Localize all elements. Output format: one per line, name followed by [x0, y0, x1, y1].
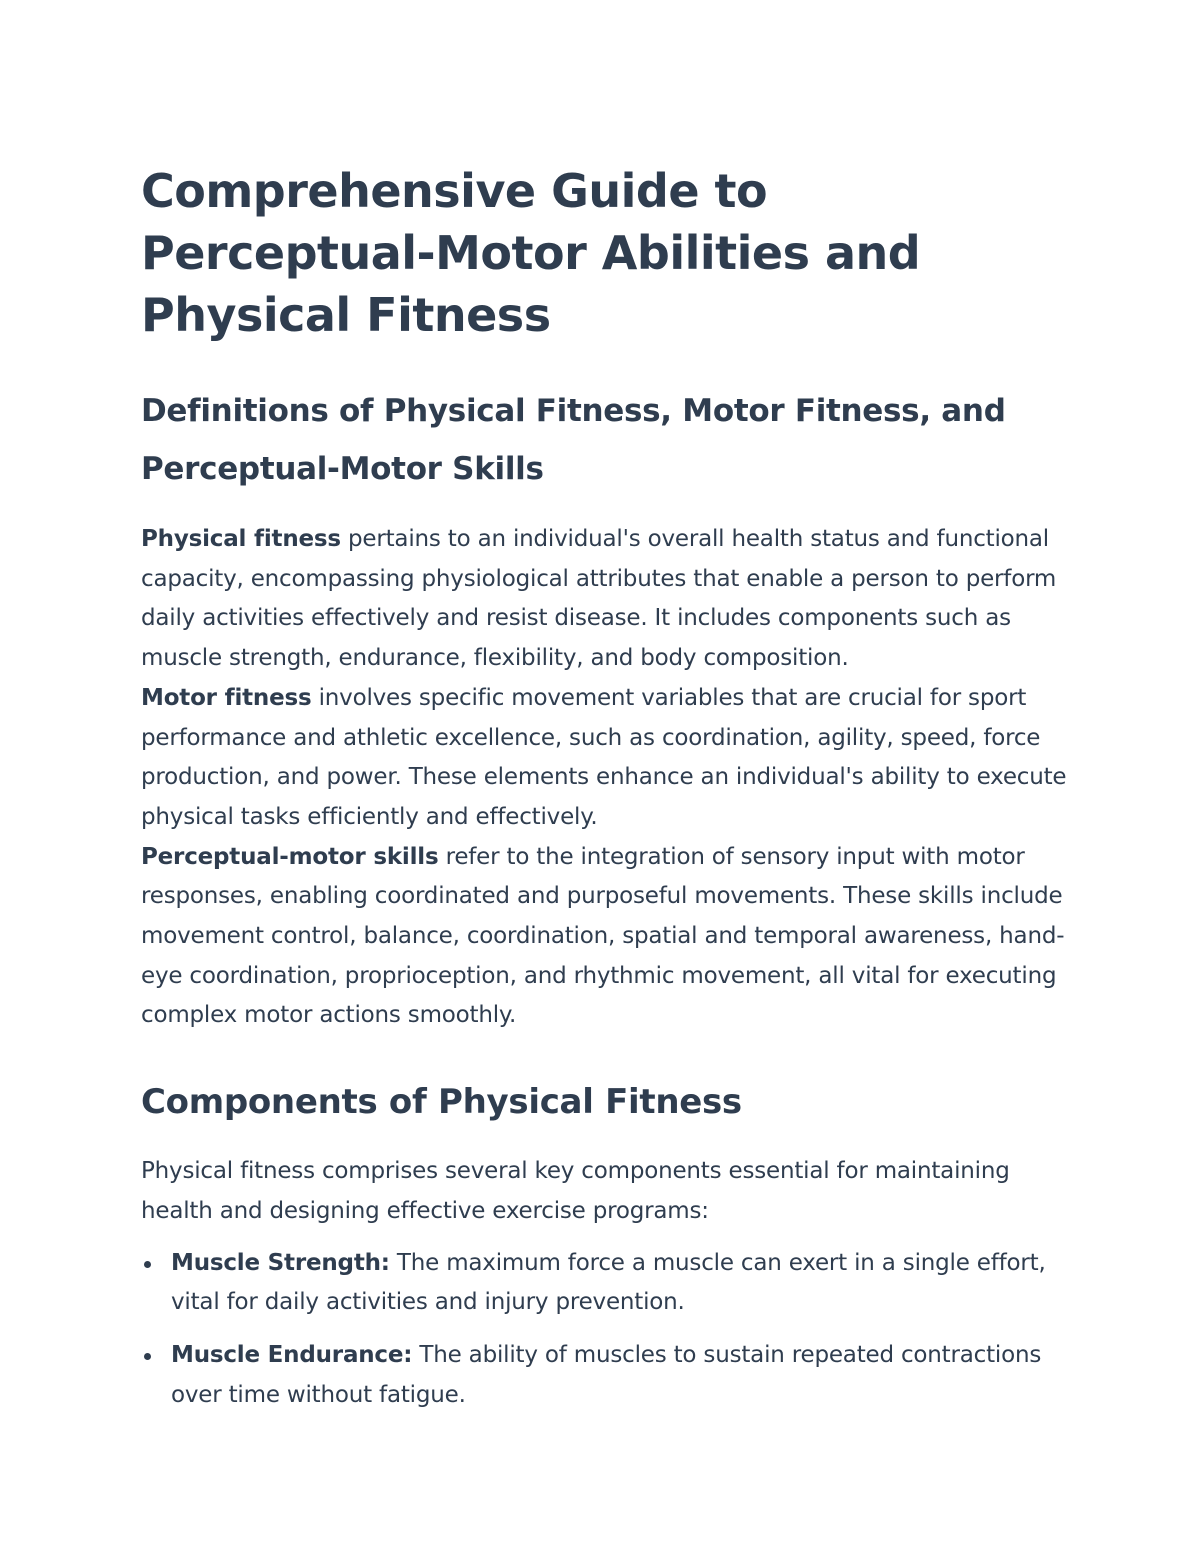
definition-text: refer to the integration of sensory input with motor responses, enabling coordinated and purposeful movements. These skills include movement control, balance, coordination, spatial and temporal awareness, hand-eye coordination, proprioception, and rhythmic movement, all vital for executing complex motor actions smoothly.: [141, 843, 1065, 1029]
bullet-icon: [144, 1353, 151, 1360]
component-text: The maximum force a muscle can exert in a single effort, vital for daily activities and injury prevention.: [171, 1249, 1046, 1316]
definition-text: involves specific movement variables that are crucial for sport performance and athletic excellence, such as coordination, agility, speed, force production, and power. These elements enhance an individual's ability to execute physical tasks efficiently and effectively.: [141, 684, 1067, 830]
definition-term: Perceptual-motor skills: [141, 843, 439, 870]
page-title: Comprehensive Guide to Perceptual-Motor Abilities and Physical Fitness: [141, 164, 921, 342]
definition-text: pertains to an individual's overall health status and functional capacity, encompassing physiological attributes that enable a person to perform daily activities effectively and resist disease. It includes components such as muscle strength, endurance, flexibility, and body composition.: [141, 526, 1057, 672]
components-list: [141, 1244, 1071, 1416]
components-heading: Components of Physical Fitness: [141, 1082, 742, 1123]
definition-term: Physical fitness: [141, 526, 341, 552]
bullet-icon: [144, 1261, 151, 1268]
list-item: [141, 1244, 1071, 1323]
definition-term: Motor fitness: [141, 684, 312, 711]
definition-paragraph-physical-fitness: [141, 520, 1071, 679]
component-term: Muscle Endurance:: [171, 1341, 413, 1368]
definition-paragraph-perceptual-motor: [141, 838, 1071, 1037]
list-item: [141, 1336, 1071, 1415]
component-term: Muscle Strength:: [171, 1249, 390, 1276]
components-intro: Physical fitness comprises several key components essential for maintaining health and designing effective exercise programs:: [141, 1158, 1010, 1224]
document-page: [141, 160, 1071, 1428]
definition-paragraph-motor-fitness: [141, 679, 1071, 838]
definitions-body: [141, 520, 1071, 1036]
component-text: The ability of muscles to sustain repeated contractions over time without fatigue.: [171, 1341, 1042, 1408]
definitions-heading: Definitions of Physical Fitness, Motor Fitness, and Perceptual-Motor Skills: [141, 393, 1006, 487]
